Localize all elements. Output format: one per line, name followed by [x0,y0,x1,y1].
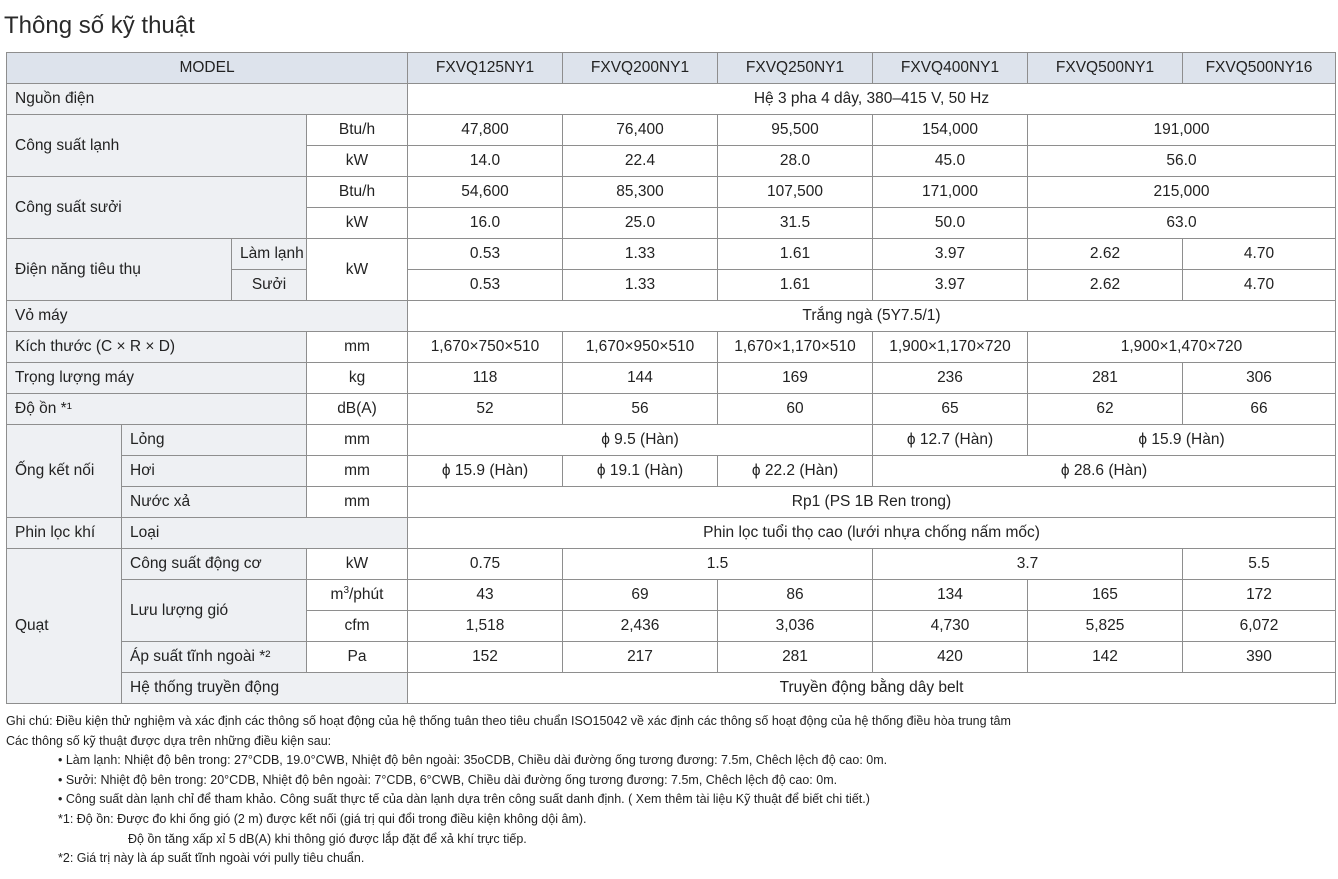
model-header: MODEL [7,53,408,84]
unit-cell: kW [307,208,408,239]
note-line: • Công suất dàn lạnh chỉ để tham khảo. Công suất thực tế của dàn lạnh dựa trên công suất danh định. ( Xem thêm tài liệu Kỹ thuật để biết chi tiết.) [58,792,870,807]
value-cell: 54,600 [408,177,563,208]
row-label: Phin lọc khí [7,518,122,549]
note-line: Độ ồn tăng xấp xỉ 5 dB(A) khi thông gió được lắp đặt để xả khí trực tiếp. [128,831,527,846]
sub-label: Hơi [122,456,307,487]
value-cell: 16.0 [408,208,563,239]
value-cell: ϕ 15.9 (Hàn) [1028,425,1336,456]
value-cell: ϕ 15.9 (Hàn) [408,456,563,487]
value-cell: 76,400 [563,115,718,146]
sub-label: Áp suất tĩnh ngoài *² [122,642,307,673]
value-cell: 306 [1183,363,1336,394]
sub-label: Hệ thống truyền động [122,673,408,704]
row-label: Trọng lượng máy [7,363,307,394]
note-line: *1: Độ ồn: Được đo khi ống gió (2 m) được kết nối (giá trị qui đổi trong điều kiện không dội âm). [58,811,587,826]
note-line: Ghi chú: Điều kiện thử nghiệm và xác định các thông số hoạt động của hệ thống tuân theo tiêu chuẩn ISO15042 về xác định các thông số hoạt động của hệ thống điều hòa trung tâm [6,714,1011,728]
model-header-cell: FXVQ250NY1 [718,53,873,84]
value-cell: 118 [408,363,563,394]
unit-cell: mm [307,332,408,363]
value-cell: 3.97 [873,270,1028,301]
note-line: *2: Giá trị này là áp suất tĩnh ngoài với pully tiêu chuẩn. [58,851,365,866]
value-cell: Hệ 3 pha 4 dây, 380–415 V, 50 Hz [408,84,1336,115]
model-header-cell: FXVQ125NY1 [408,53,563,84]
value-cell: 1,900×1,170×720 [873,332,1028,363]
value-cell: 4.70 [1183,239,1336,270]
unit-rest: /phút [349,586,384,604]
value-cell: 215,000 [1028,177,1336,208]
value-cell: 85,300 [563,177,718,208]
value-cell: 60 [718,394,873,425]
value-cell: 50.0 [873,208,1028,239]
note-line: Các thông số kỹ thuật được dựa trên những điều kiện sau: [6,733,332,748]
table-row [7,518,1336,549]
table-row [7,115,1336,146]
spec-table [6,52,1336,704]
value-cell: 4.70 [1183,270,1336,301]
model-header-cell: FXVQ400NY1 [873,53,1028,84]
table-row [7,394,1336,425]
unit-cell: kg [307,363,408,394]
value-cell: 43 [408,580,563,611]
value-cell: 45.0 [873,146,1028,177]
value-cell: 144 [563,363,718,394]
page-title: Thông số kỹ thuật [4,12,195,39]
value-cell: Truyền động bằng dây belt [408,673,1336,704]
value-cell: 420 [873,642,1028,673]
value-cell: 0.75 [408,549,563,580]
unit-cell: kW [307,146,408,177]
unit-cell: Btu/h [307,177,408,208]
model-header-cell: FXVQ500NY16 [1183,53,1336,84]
row-label: Quạt [7,549,122,704]
table-row [7,487,1336,518]
value-cell: 66 [1183,394,1336,425]
value-cell: ϕ 9.5 (Hàn) [408,425,873,456]
unit-cell: kW [307,239,408,301]
model-header-cell: FXVQ200NY1 [563,53,718,84]
table-row [7,673,1336,704]
value-cell: 86 [718,580,873,611]
table-row [7,363,1336,394]
value-cell: 95,500 [718,115,873,146]
value-cell: ϕ 19.1 (Hàn) [563,456,718,487]
value-cell: 63.0 [1028,208,1336,239]
value-cell: ϕ 22.2 (Hàn) [718,456,873,487]
sub-label: Làm lạnh [232,239,307,270]
value-cell: 1,900×1,470×720 [1028,332,1336,363]
value-cell: 65 [873,394,1028,425]
table-row [7,239,1336,270]
table-row [7,549,1336,580]
table-row [7,580,1336,611]
value-cell: 172 [1183,580,1336,611]
table-row [7,177,1336,208]
value-cell: 1,670×750×510 [408,332,563,363]
unit-cell: Btu/h [307,115,408,146]
value-cell: 3.7 [873,549,1183,580]
value-cell: Trắng ngà (5Y7.5/1) [408,301,1336,332]
unit-cell: cfm [307,611,408,642]
table-row [7,642,1336,673]
table-row [7,84,1336,115]
value-cell: 171,000 [873,177,1028,208]
table-header-row [7,53,1336,84]
value-cell: 47,800 [408,115,563,146]
value-cell: 56.0 [1028,146,1336,177]
value-cell: 1.5 [563,549,873,580]
value-cell: 281 [1028,363,1183,394]
note-line: • Làm lạnh: Nhiệt độ bên trong: 27°CDB, 19.0°CWB, Nhiệt độ bên ngoài: 35oCDB, Chiều dài đường ống tương đương: 7.5m, Chêch lệch độ cao: 0m. [58,753,888,768]
value-cell: Phin lọc tuổi thọ cao (lưới nhựa chống nấm mốc) [408,518,1336,549]
value-cell: 28.0 [718,146,873,177]
sub-label: Lưu lượng gió [122,580,307,642]
model-header-cell: FXVQ500NY1 [1028,53,1183,84]
value-cell: 31.5 [718,208,873,239]
unit-base: m [330,586,344,604]
sub-label: Sưởi [232,270,307,301]
value-cell: 107,500 [718,177,873,208]
value-cell: 6,072 [1183,611,1336,642]
value-cell: 62 [1028,394,1183,425]
unit-cell: mm [307,456,408,487]
unit-cell: dB(A) [307,394,408,425]
value-cell: 69 [563,580,718,611]
value-cell: 1.61 [718,270,873,301]
value-cell: 217 [563,642,718,673]
unit-cell: kW [307,549,408,580]
value-cell: 0.53 [408,270,563,301]
value-cell: 154,000 [873,115,1028,146]
value-cell: 142 [1028,642,1183,673]
unit-cell: Pa [307,642,408,673]
value-cell: 5,825 [1028,611,1183,642]
unit-cell: mm [307,487,408,518]
value-cell: 1,670×950×510 [563,332,718,363]
value-cell: 191,000 [1028,115,1336,146]
value-cell: ϕ 12.7 (Hàn) [873,425,1028,456]
sub-label: Loại [122,518,408,549]
row-label: Kích thước (C × R × D) [7,332,307,363]
row-label: Nguồn điện [7,84,408,115]
value-cell: 152 [408,642,563,673]
sub-label: Nước xả [122,487,307,518]
row-label: Vỏ máy [7,301,408,332]
table-row [7,425,1336,456]
sub-label: Công suất động cơ [122,549,307,580]
row-label: Công suất sưởi [7,177,307,239]
value-cell: 4,730 [873,611,1028,642]
table-row [7,332,1336,363]
table-row [7,456,1336,487]
value-cell: 5.5 [1183,549,1336,580]
value-cell: 3.97 [873,239,1028,270]
value-cell: 165 [1028,580,1183,611]
value-cell: 3,036 [718,611,873,642]
row-label: Ống kết nối [7,425,122,518]
value-cell: 52 [408,394,563,425]
value-cell: ϕ 28.6 (Hàn) [873,456,1336,487]
value-cell: 22.4 [563,146,718,177]
value-cell: 1,670×1,170×510 [718,332,873,363]
value-cell: 390 [1183,642,1336,673]
footnotes [6,712,1011,869]
table-row [7,301,1336,332]
unit-cell [307,580,408,611]
value-cell: Rp1 (PS 1B Ren trong) [408,487,1336,518]
value-cell: 25.0 [563,208,718,239]
value-cell: 56 [563,394,718,425]
value-cell: 281 [718,642,873,673]
row-label: Điện năng tiêu thụ [7,239,232,301]
row-label: Công suất lạnh [7,115,307,177]
value-cell: 169 [718,363,873,394]
value-cell: 1.61 [718,239,873,270]
value-cell: 1.33 [563,270,718,301]
value-cell: 2,436 [563,611,718,642]
value-cell: 0.53 [408,239,563,270]
value-cell: 236 [873,363,1028,394]
value-cell: 1,518 [408,611,563,642]
value-cell: 1.33 [563,239,718,270]
sub-label: Lỏng [122,425,307,456]
row-label: Độ ồn *¹ [7,394,307,425]
value-cell: 2.62 [1028,239,1183,270]
unit-superscript: 3 [343,585,349,597]
unit-cell: mm [307,425,408,456]
note-line: • Sưởi: Nhiệt độ bên trong: 20°CDB, Nhiệt độ bên ngoài: 7°CDB, 6°CWB, Chiều dài đường ống tương đương: 7.5m, Chêch lệch độ cao: 0m. [58,772,838,787]
value-cell: 14.0 [408,146,563,177]
value-cell: 134 [873,580,1028,611]
value-cell: 2.62 [1028,270,1183,301]
